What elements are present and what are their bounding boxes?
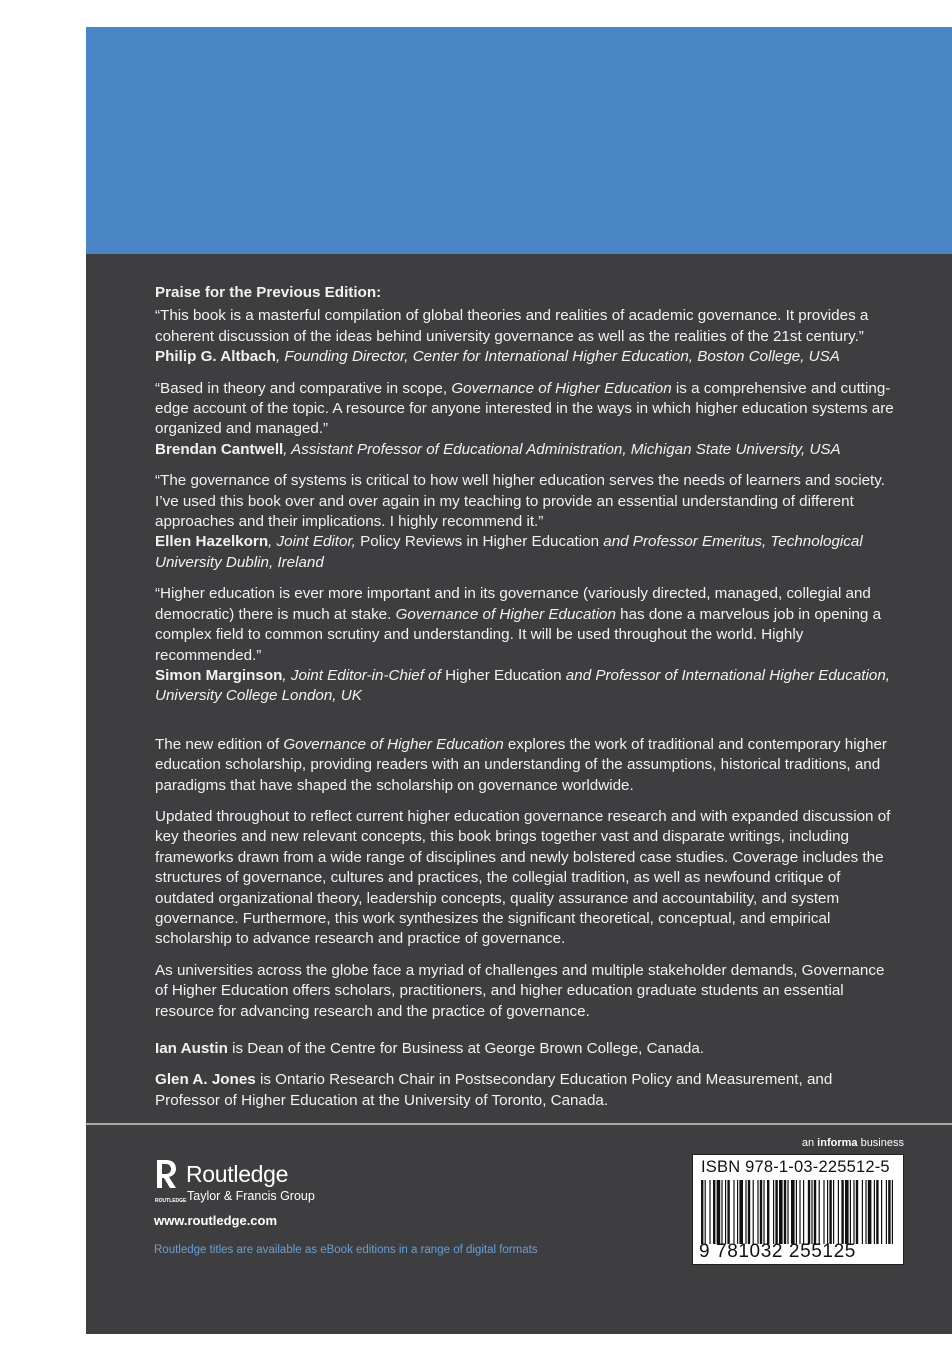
footer-divider <box>86 1123 952 1125</box>
barcode-bar <box>709 1180 710 1244</box>
quote-text: “The governance of systems is critical to how well higher education serves the needs of learners and society. I’ve used this book over and over again in my teaching to provide an essential understanding of different approaches and their implications. I highly recommend it.” <box>155 472 885 531</box>
barcode-bar <box>888 1180 890 1244</box>
isbn-digits: 9 781032 255125 <box>699 1241 856 1262</box>
barcode-bar <box>892 1180 893 1244</box>
barcode-bar <box>886 1180 887 1244</box>
barcode-bars <box>699 1180 897 1244</box>
quote-cantwell <box>155 379 895 461</box>
author-bio-text: is Dean of the Centre for Business at George Brown College, Canada. <box>227 1040 704 1057</box>
quote-author-name: Brendan Cantwell <box>155 440 284 458</box>
barcode-bar <box>739 1180 743 1244</box>
journal-title: Policy Reviews in Higher Education <box>360 533 600 551</box>
book-title: Governance of Higher Education <box>283 735 504 753</box>
barcode-bar <box>876 1180 878 1244</box>
barcode-bar <box>791 1180 795 1244</box>
barcode-bar <box>819 1180 820 1244</box>
quote-altbach <box>155 306 895 367</box>
journal-title: Higher Education <box>445 666 562 684</box>
barcode-bar <box>856 1180 858 1244</box>
quote-text: “Higher education is ever more important and in its governance (variously directed, managed, collegial and democratic) there is much at stake. Governance of Higher Education has done a marvelous job in opening a complex field to common scrutiny and understanding. It will be used throughout the world. Highly recommended.” <box>155 585 882 664</box>
barcode-bar <box>748 1180 750 1244</box>
author-bio-jones <box>155 1070 895 1111</box>
barcode-bar <box>862 1180 863 1244</box>
author-name: Glen A. Jones <box>155 1071 256 1089</box>
barcode-bar <box>779 1180 783 1244</box>
ebook-note: Routledge titles are available as eBook editions in a range of digital formats <box>154 1244 538 1256</box>
quote-text: “This book is a masterful compilation of global theories and realities of academic governance. It provides a coherent discussion of the ideas behind university governance as well as the realities of the 21st century.” <box>155 307 869 345</box>
author-bio-text: is Ontario Research Chair in Postsecondary Education Policy and Measurement, and Professor of Higher Education at the University of Toronto, Canada. <box>155 1071 833 1109</box>
barcode-bar <box>760 1180 762 1244</box>
barcode-bar <box>850 1180 851 1244</box>
description-paragraph-3: As universities across the globe face a myriad of challenges and multiple stakeholder demands, Governance of Higher Education offers scholars, practitioners, and higher education graduate students an essential resource for advancing research and the practice of governance. <box>155 961 885 1020</box>
blue-header-band <box>86 27 952 254</box>
back-cover <box>86 27 952 1334</box>
barcode-bar <box>829 1180 831 1244</box>
quote-attribution <box>155 347 895 367</box>
barcode-bar <box>833 1180 834 1244</box>
barcode-bar <box>787 1180 788 1244</box>
barcode-bar <box>823 1180 824 1244</box>
quote-marginson <box>155 584 895 706</box>
barcode-bar <box>717 1180 721 1244</box>
publisher-url[interactable]: www.routledge.com <box>154 1213 278 1228</box>
description-paragraph-2: Updated throughout to reflect current higher education governance research and with expanded discussion of key theories and new relevant concepts, this book brings together vast and disparate writings, including frameworks drawn from a wide range of disciplines and newly bolstered case studies. Coverage includes the structures of governance, cultures and practices, the collegial tradition, as well as newfound critique of outdated organizational theory, leadership concepts, quality assurance and accountability, and system governance. Furthermore, this work synthesizes the significant theoretical, conceptual, and empirical scholarship to advance research and practice of governance. <box>155 807 891 948</box>
barcode-bar <box>814 1180 816 1244</box>
publisher-group: Taylor & Francis Group <box>187 1189 315 1203</box>
barcode-bar <box>737 1180 738 1244</box>
barcode-bar <box>713 1180 715 1244</box>
routledge-logo-icon <box>154 1158 187 1204</box>
barcode-bar <box>874 1180 875 1244</box>
barcode-bar <box>745 1180 746 1244</box>
barcode-bar <box>775 1180 777 1244</box>
barcode-bar <box>753 1180 754 1244</box>
logo-vertical-text: ROUTLEDGE <box>155 1198 187 1204</box>
barcode-bar <box>725 1180 726 1244</box>
barcode-bar <box>767 1180 769 1244</box>
barcode-bar <box>727 1180 729 1244</box>
informa-tagline: an informa business <box>801 1137 904 1149</box>
book-title: Governance of Higher Education <box>451 379 672 397</box>
barcode-box <box>692 1154 904 1265</box>
barcode-bar <box>838 1180 839 1244</box>
quote-hazelkorn <box>155 471 895 573</box>
barcode-bar <box>757 1180 758 1244</box>
book-title: Governance of Higher Education <box>395 605 616 623</box>
author-bio-austin <box>155 1039 895 1059</box>
author-name: Ian Austin <box>155 1040 228 1057</box>
quote-author-name: Ellen Hazelkorn <box>155 533 269 551</box>
barcode-bar <box>721 1180 722 1244</box>
barcode-bar <box>763 1180 764 1244</box>
barcode-bar <box>827 1180 828 1244</box>
barcode-bar <box>803 1180 804 1244</box>
barcode-bar <box>845 1180 849 1244</box>
barcode-bar <box>701 1180 703 1244</box>
barcode-bar <box>705 1180 706 1244</box>
quote-attribution: Ellen Hazelkorn, Joint Editor, Policy Reviews in Higher Education and Professor Emeritus, Technological University Dublin, Ireland <box>155 533 863 571</box>
praise-heading: Praise for the Previous Edition: <box>155 284 382 301</box>
quote-author-role: , Assistant Professor of Educational Administration, Michigan State University, USA <box>283 440 841 458</box>
cover-text <box>155 283 895 1122</box>
barcode-bar <box>799 1180 800 1244</box>
quote-attribution <box>155 440 895 460</box>
barcode-bar <box>796 1180 797 1244</box>
barcode-bar <box>868 1180 872 1244</box>
barcode-bar <box>733 1180 734 1244</box>
barcode-bar <box>808 1180 810 1244</box>
barcode-bar <box>784 1180 786 1244</box>
quote-author-role: , Founding Director, Center for International Higher Education, Boston College, USA <box>275 348 840 366</box>
barcode-bar <box>865 1180 866 1244</box>
barcode-bar <box>811 1180 812 1244</box>
barcode-bar <box>881 1180 882 1244</box>
quote-text: “Based in theory and comparative in scope, Governance of Higher Education is a comprehensive and cutting-edge account of the topic. A resource for anyone interested in the ways in which higher education systems are organized and managed.” <box>155 379 894 438</box>
quote-author-name: Philip G. Altbach <box>155 348 276 366</box>
quote-attribution: Simon Marginson, Joint Editor-in-Chief of Higher Education and Professor of International Higher Education, University College London, UK <box>155 666 890 705</box>
barcode-bar <box>841 1180 843 1244</box>
publisher-name: Routledge <box>186 1161 289 1187</box>
isbn-label: ISBN 978-1-03-225512-5 <box>701 1158 890 1176</box>
description-paragraph-1: The new edition of Governance of Higher Education explores the work of traditional and contemporary higher education scholarship, providing readers with an understanding of the assumptions, historical traditions, and paradigms that have shaped the scholarship on governance worldwide. <box>155 735 887 794</box>
quote-author-name: Simon Marginson <box>155 666 283 684</box>
barcode-bar <box>773 1180 774 1244</box>
barcode-bar <box>853 1180 854 1244</box>
